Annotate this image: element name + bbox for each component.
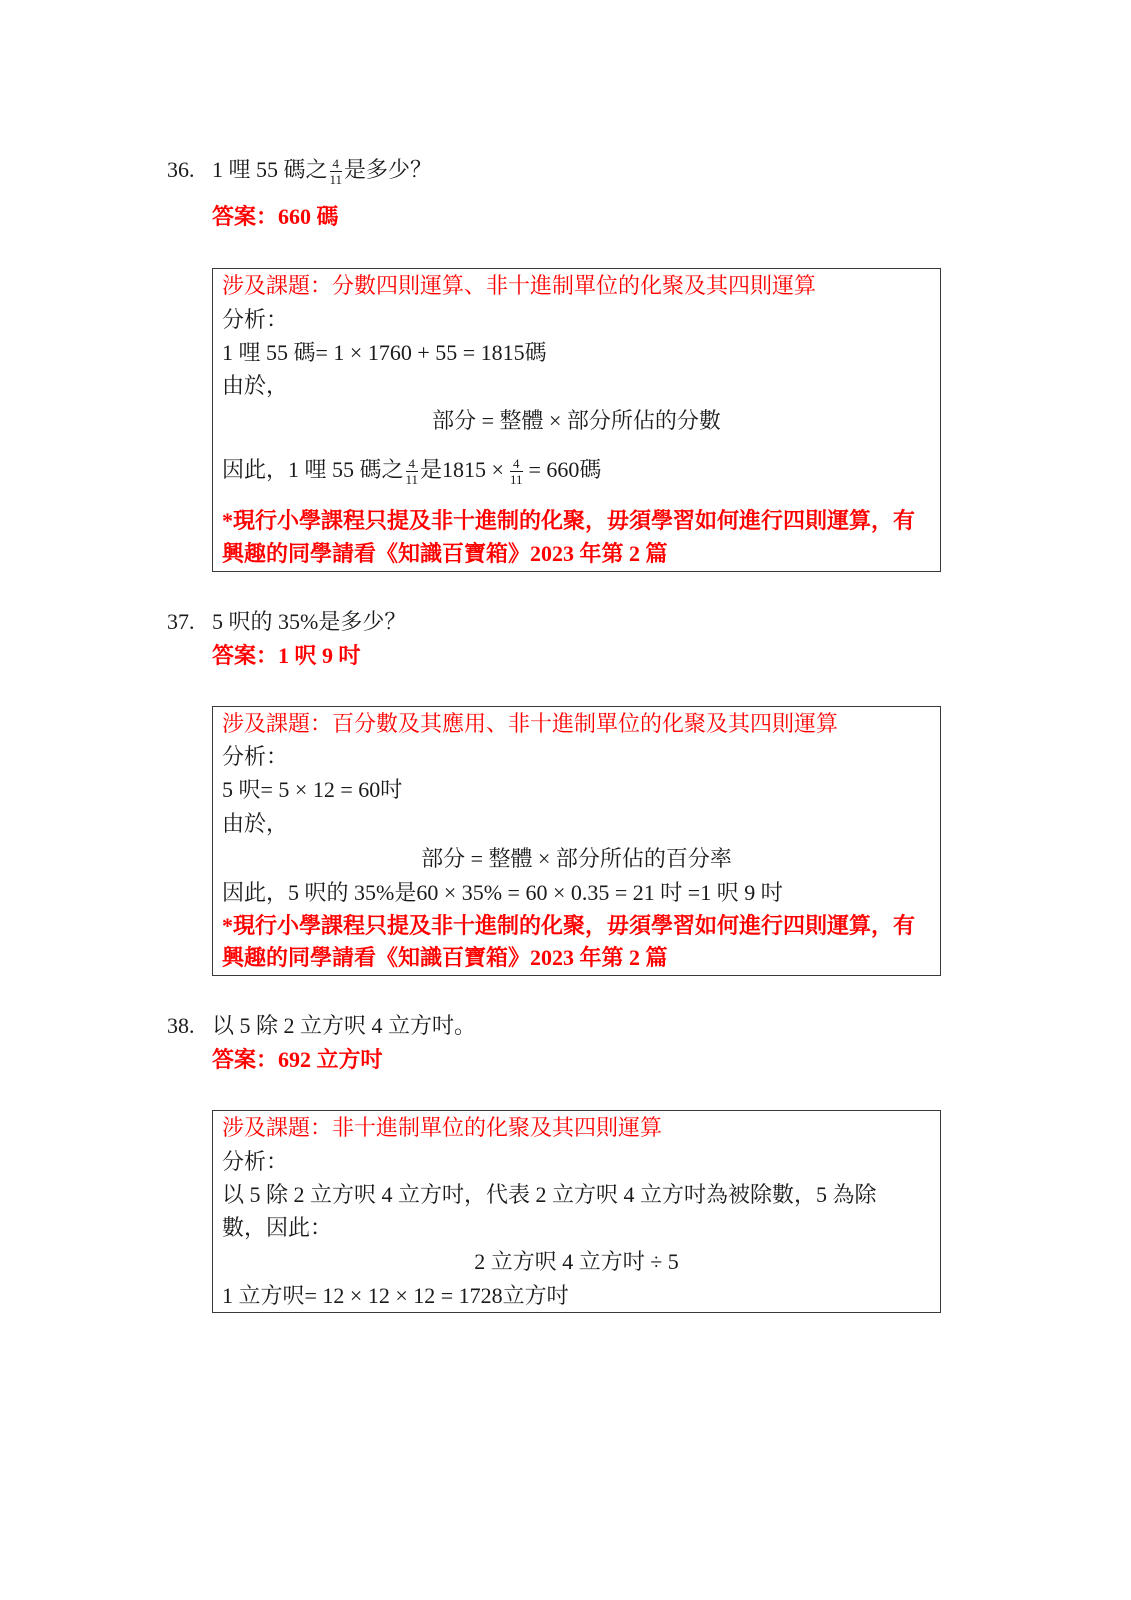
question-text: 5 呎的 35%是多少？ xyxy=(212,609,407,634)
question-text-start: 1 哩 55 碼之 xyxy=(212,157,328,182)
calculation-step: 1 立方呎= 12 × 12 × 12 = 1728立方吋 xyxy=(222,1283,569,1308)
fraction xyxy=(330,157,343,186)
conclusion-middle: 是1815 × xyxy=(420,457,504,482)
formula-line: 2 立方呎 4 立方吋 ÷ 5 xyxy=(474,1249,679,1274)
conclusion-line: 因此，5 呎的 35%是60 × 35% = 60 × 0.35 = 21 吋 =1 呎 9 吋 xyxy=(222,880,783,905)
note-line: 興趣的同學請看《知識百寶箱》2023 年第 2 篇 xyxy=(222,945,668,970)
question-number: 37. xyxy=(167,609,195,634)
question-number: 36. xyxy=(167,157,195,182)
note-line: *現行小學課程只提及非十進制的化聚，毋須學習如何進行四則運算，有 xyxy=(222,913,916,938)
question-number: 38. xyxy=(167,1013,195,1038)
since-label: 由於， xyxy=(222,373,289,398)
topic-line: 涉及課題：百分數及其應用、非十進制單位的化聚及其四則運算 xyxy=(222,711,839,736)
calculation-step: 1 哩 55 碼= 1 × 1760 + 55 = 1815碼 xyxy=(222,340,547,365)
analysis-box xyxy=(212,1110,941,1313)
analysis-box xyxy=(212,706,941,976)
question-text: 以 5 除 2 立方呎 4 立方吋。 xyxy=(212,1013,477,1038)
conclusion-end: = 660碼 xyxy=(528,457,602,482)
fraction-numerator: 4 xyxy=(406,457,419,472)
topic-line: 涉及課題：分數四則運算、非十進制單位的化聚及其四則運算 xyxy=(222,273,817,298)
calculation-step: 5 呎= 5 × 12 = 60吋 xyxy=(222,777,403,802)
analysis-label: 分析： xyxy=(222,744,289,769)
answer: 答案：660 碼 xyxy=(212,204,339,229)
formula-line: 部分 = 整體 × 部分所佔的百分率 xyxy=(421,846,732,871)
answer: 答案：1 呎 9 吋 xyxy=(212,643,361,668)
answer: 答案：692 立方吋 xyxy=(212,1047,383,1072)
explanation-line: 以 5 除 2 立方呎 4 立方吋，代表 2 立方呎 4 立方吋為被除數，5 為除 xyxy=(222,1182,877,1207)
formula-line: 部分 = 整體 × 部分所佔的分數 xyxy=(432,408,721,433)
question-text-end: 是多少？ xyxy=(344,157,433,182)
fraction-denominator: 11 xyxy=(405,472,419,488)
conclusion-start: 因此，1 哩 55 碼之 xyxy=(222,457,404,482)
fraction-numerator: 4 xyxy=(330,157,343,172)
fraction-denominator: 11 xyxy=(329,172,343,188)
fraction xyxy=(406,457,419,486)
since-label: 由於， xyxy=(222,811,289,836)
conclusion-line xyxy=(222,453,601,487)
analysis-label: 分析： xyxy=(222,1149,289,1174)
fraction-denominator: 11 xyxy=(509,472,523,488)
note-line: *現行小學課程只提及非十進制的化聚，毋須學習如何進行四則運算，有 xyxy=(222,508,916,533)
analysis-box xyxy=(212,268,941,572)
note-line: 興趣的同學請看《知識百寶箱》2023 年第 2 篇 xyxy=(222,541,668,566)
topic-line: 涉及課題：非十進制單位的化聚及其四則運算 xyxy=(222,1115,663,1140)
explanation-line: 數，因此： xyxy=(222,1215,333,1240)
question-text xyxy=(212,153,432,187)
fraction-numerator: 4 xyxy=(510,457,523,472)
fraction xyxy=(510,457,523,486)
analysis-label: 分析： xyxy=(222,307,289,332)
